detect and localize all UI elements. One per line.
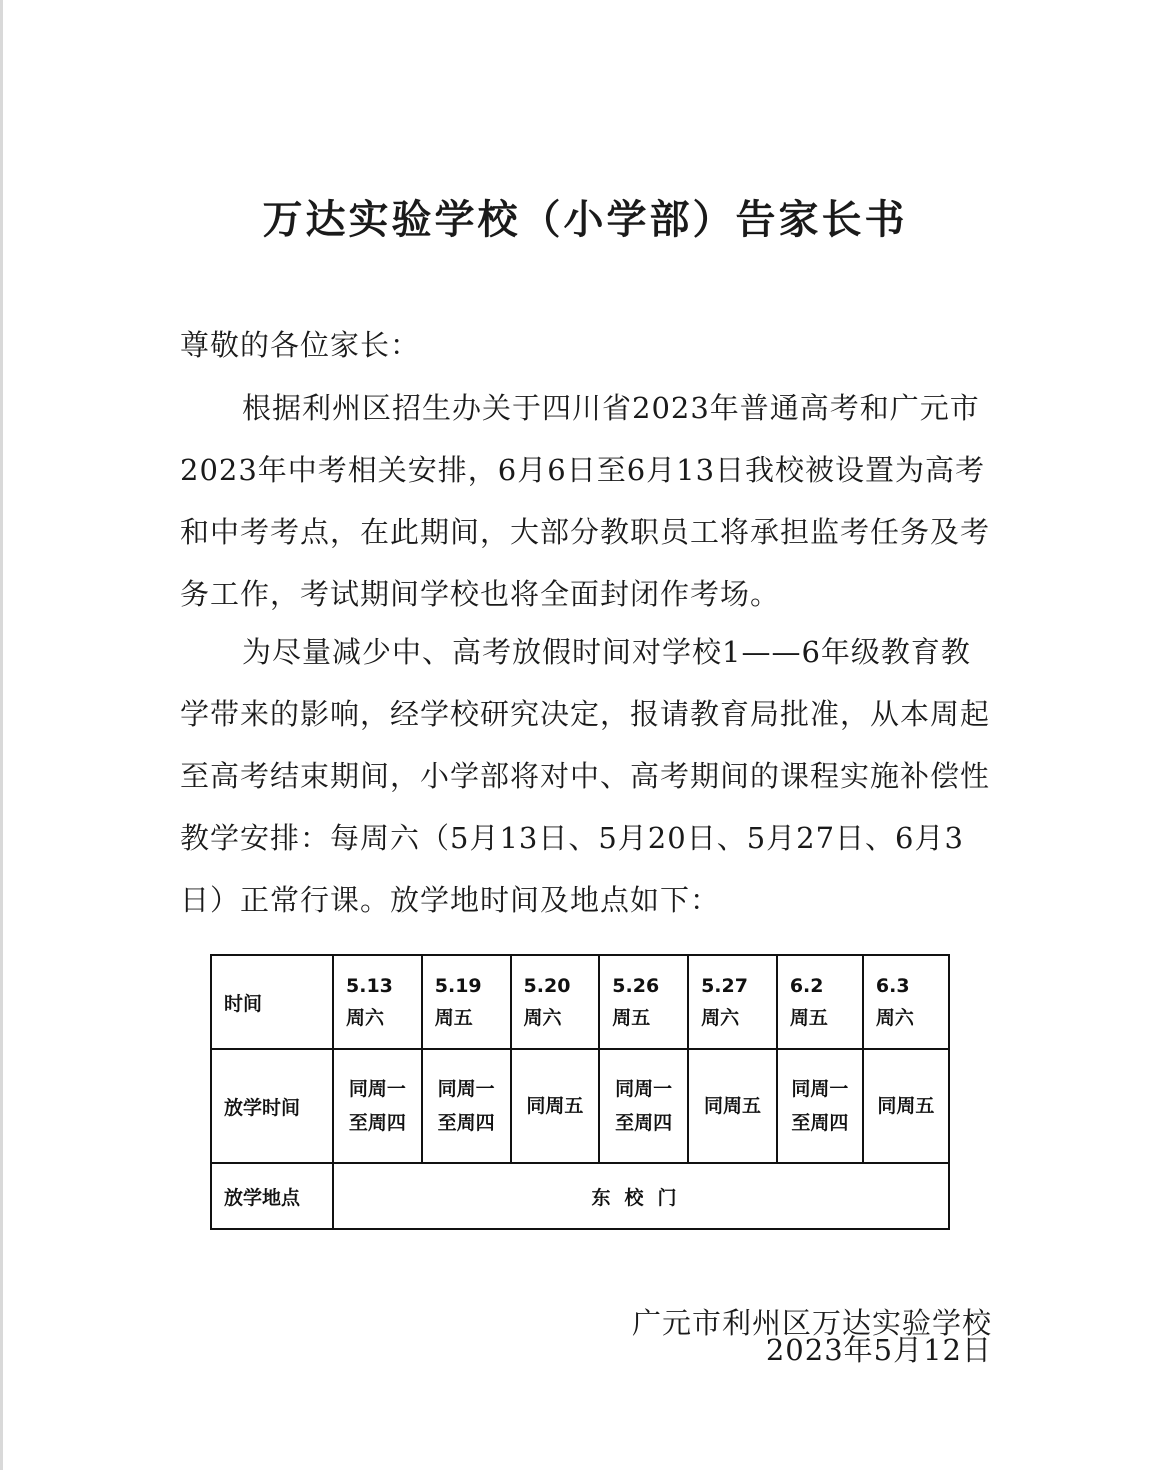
dismissal-line: 同周五 [526,1095,584,1117]
date-cell [688,955,777,1049]
dismissal-time-cell [422,1049,511,1163]
date-value: 5.26 [612,975,660,997]
date-cell [511,955,600,1049]
table-row-dismissal-place [211,1163,949,1229]
date-cell [777,955,863,1049]
date-value: 5.19 [434,975,482,997]
weekday-value: 周五 [434,1007,473,1029]
weekday-value: 周六 [523,1007,562,1029]
dismissal-line: 同周一 [437,1078,495,1100]
dismissal-line: 至周四 [791,1112,849,1134]
row-label-dismissal-place: 放学地点 [211,1163,333,1229]
dismissal-time-cell [599,1049,688,1163]
dismissal-time-cell [688,1049,777,1163]
dismissal-line: 同周一 [791,1078,849,1100]
table-row-dates [211,955,949,1049]
date-value: 5.13 [346,975,393,997]
date-cell [333,955,422,1049]
dismissal-schedule-table [210,954,950,1230]
row-label-time: 时间 [211,955,333,1049]
dismissal-line: 同周五 [877,1095,935,1117]
dismissal-line: 至周四 [437,1112,495,1134]
date-value: 6.2 [789,975,824,997]
weekday-value: 周六 [701,1007,740,1029]
row-label-dismissal-time: 放学时间 [211,1049,333,1163]
date-cell [599,955,688,1049]
date-value: 5.20 [523,975,571,997]
dismissal-time-cell [777,1049,863,1163]
dismissal-place-cell: 东校门 [333,1163,949,1229]
table-row-dismissal-time [211,1049,949,1163]
weekday-value: 周六 [346,1007,385,1029]
document-title: 万达实验学校（小学部）告家长书 [262,197,908,243]
dismissal-line: 同周五 [703,1095,761,1117]
dismissal-line: 同周一 [615,1078,673,1100]
paragraph-make-up-classes: 为尽量减少中、高考放假时间对学校1——6年级教育教学带来的影响，经学校研究决定，报请教育局批准，从本周起至高考结束期间，小学部将对中、高考期间的课程实施补偿性教学安排：每周六（5月13日、5月20日、5月27日、6月3日）正常行课。放学地时间及地点如下： [180,635,991,917]
signature-school: 广元市利州区万达实验学校 [631,1306,992,1340]
date-cell [422,955,511,1049]
dismissal-line: 至周四 [348,1112,406,1134]
dismissal-line: 至周四 [615,1112,673,1134]
dismissal-line: 同周一 [348,1078,406,1100]
weekday-value: 周五 [612,1007,651,1029]
weekday-value: 周六 [875,1007,914,1029]
date-cell [863,955,949,1049]
date-value: 5.27 [701,975,748,997]
paragraph-exam-arrangement: 根据利州区招生办关于四川省2023年普通高考和广元市2023年中考相关安排，6月6日至6月13日我校被设置为高考和中考考点，在此期间，大部分教职员工将承担监考任务及考务工作，考试期间学校也将全面封闭作考场。 [180,391,991,611]
date-value: 6.3 [875,975,910,997]
dismissal-time-cell [333,1049,422,1163]
signature-date: 2023年5月12日 [765,1333,992,1367]
dismissal-time-cell [863,1049,949,1163]
greeting: 尊敬的各位家长： [180,328,421,362]
weekday-value: 周五 [789,1007,828,1029]
dismissal-time-cell [511,1049,600,1163]
